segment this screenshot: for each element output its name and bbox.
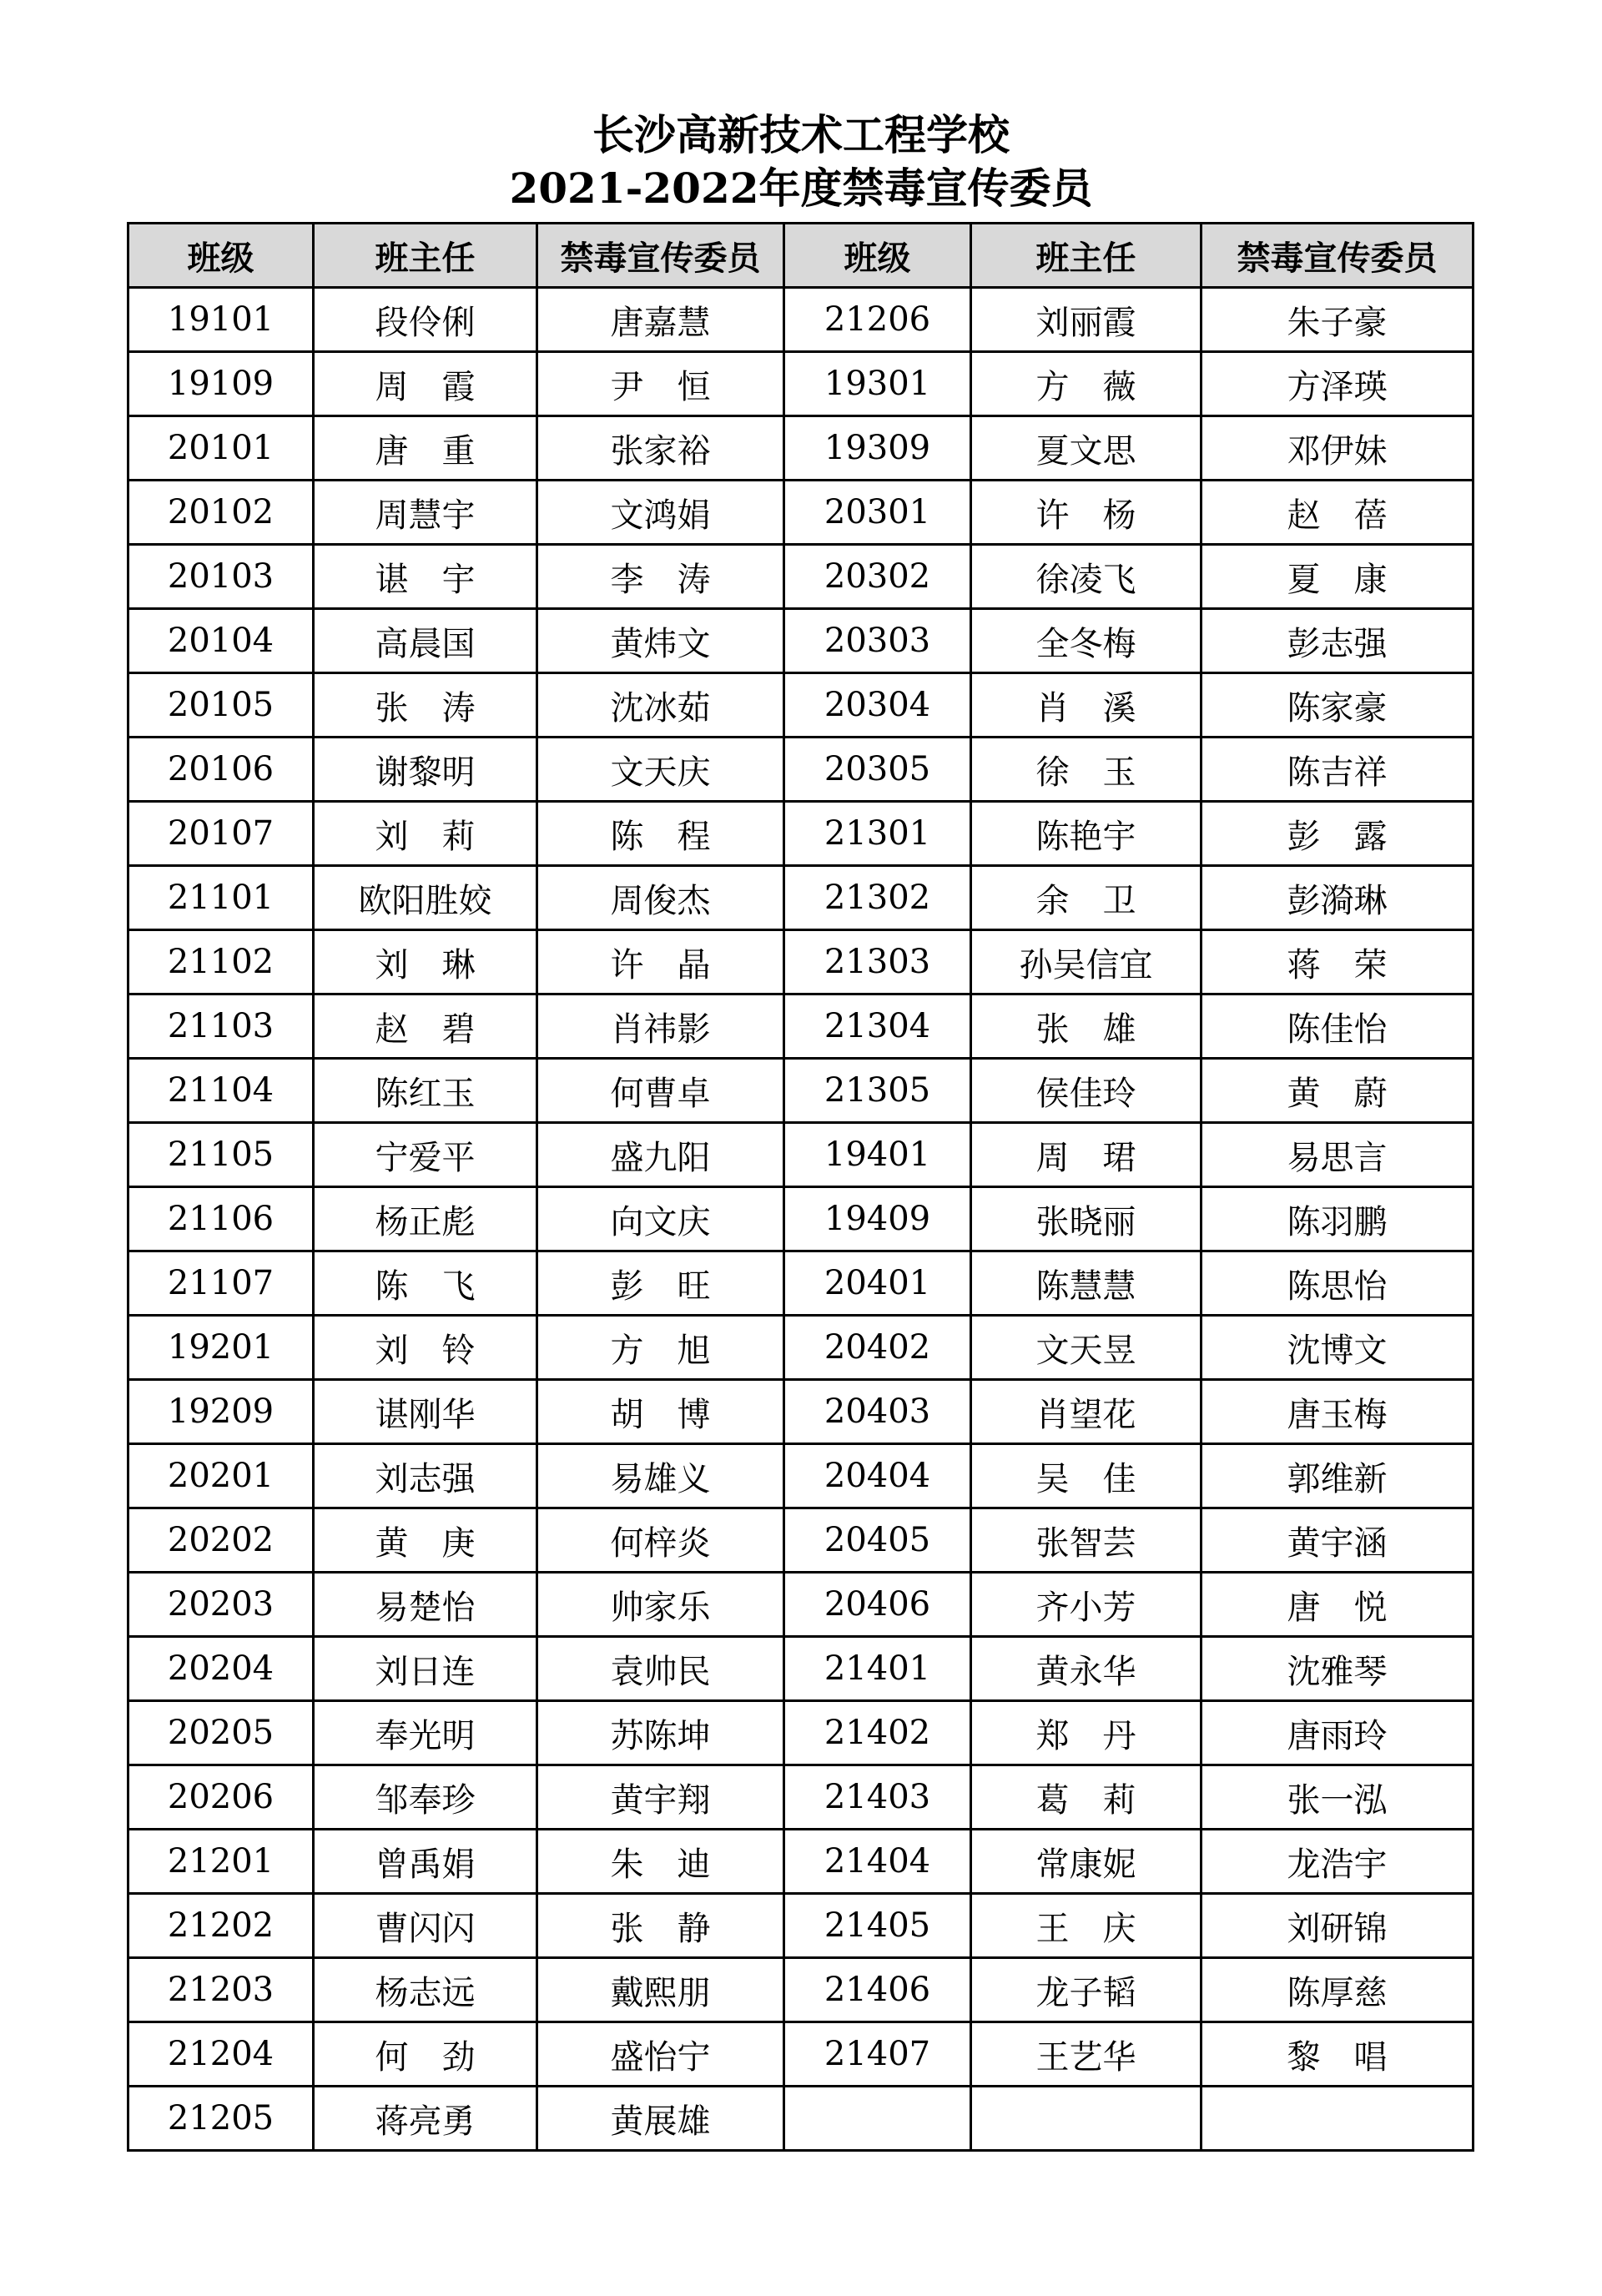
- class-cell: 21204: [128, 2022, 314, 2087]
- table-row: [128, 802, 1474, 866]
- table-row: [128, 545, 1474, 609]
- teacher-cell: 张 雄: [971, 994, 1202, 1059]
- teacher-cell: 陈慧慧: [971, 1251, 1202, 1316]
- class-cell: 19109: [128, 352, 314, 416]
- teacher-cell: 许 杨: [971, 481, 1202, 545]
- committee-cell: 陈 程: [537, 802, 784, 866]
- teacher-cell: 邹奉珍: [314, 1765, 537, 1830]
- table-row: [128, 738, 1474, 802]
- teacher-cell: 王艺华: [971, 2022, 1202, 2087]
- teacher-cell: 余 卫: [971, 866, 1202, 930]
- committee-cell: 盛怡宁: [537, 2022, 784, 2087]
- class-cell: 19201: [128, 1316, 314, 1380]
- class-cell: 20305: [784, 738, 971, 802]
- teacher-cell: 刘日连: [314, 1637, 537, 1701]
- teacher-cell: 欧阳胜姣: [314, 866, 537, 930]
- teacher-cell: 黄永华: [971, 1637, 1202, 1701]
- teacher-cell: 何 劲: [314, 2022, 537, 2087]
- teacher-cell: 谌 宇: [314, 545, 537, 609]
- committee-cell: 易雄义: [537, 1444, 784, 1508]
- committee-cell: 陈佳怡: [1202, 994, 1474, 1059]
- table-row: [128, 416, 1474, 481]
- class-cell: 21404: [784, 1830, 971, 1894]
- document-title: 长沙高新技术工程学校: [592, 110, 1010, 159]
- committee-cell: 黄 蔚: [1202, 1059, 1474, 1123]
- class-cell: 21304: [784, 994, 971, 1059]
- class-cell: 19209: [128, 1380, 314, 1444]
- class-cell: 19101: [128, 288, 314, 352]
- teacher-cell: 龙子韬: [971, 1958, 1202, 2022]
- committee-cell: 朱子豪: [1202, 288, 1474, 352]
- committee-cell: 陈思怡: [1202, 1251, 1474, 1316]
- teacher-cell: 曾禹娟: [314, 1830, 537, 1894]
- teacher-cell: 肖望花: [971, 1380, 1202, 1444]
- teacher-cell: 徐凌飞: [971, 545, 1202, 609]
- committee-cell: 彭志强: [1202, 609, 1474, 673]
- teacher-cell: 赵 碧: [314, 994, 537, 1059]
- committee-cell: 许 晶: [537, 930, 784, 994]
- teacher-cell: 谢黎明: [314, 738, 537, 802]
- committee-cell: 唐玉梅: [1202, 1380, 1474, 1444]
- table-row: [128, 481, 1474, 545]
- committee-cell: 肖祎影: [537, 994, 784, 1059]
- class-cell: 20301: [784, 481, 971, 545]
- table-row: [128, 1958, 1474, 2022]
- class-cell: 21303: [784, 930, 971, 994]
- teacher-cell: 刘 莉: [314, 802, 537, 866]
- teacher-cell: 唐 重: [314, 416, 537, 481]
- table-row: [128, 994, 1474, 1059]
- header-class: 班级: [128, 224, 314, 288]
- committee-cell: 向文庆: [537, 1187, 784, 1251]
- committee-cell: 唐嘉慧: [537, 288, 784, 352]
- committee-cell: 沈雅琴: [1202, 1637, 1474, 1701]
- class-cell: 21403: [784, 1765, 971, 1830]
- header-committee: 禁毒宣传委员: [537, 224, 784, 288]
- committee-cell: 郭维新: [1202, 1444, 1474, 1508]
- committee-cell: 黄展雄: [537, 2087, 784, 2151]
- committee-cell: 张家裕: [537, 416, 784, 481]
- class-cell: 21301: [784, 802, 971, 866]
- class-cell: 20204: [128, 1637, 314, 1701]
- class-cell: 20201: [128, 1444, 314, 1508]
- committee-cell: 黎 唱: [1202, 2022, 1474, 2087]
- header-teacher: 班主任: [971, 224, 1202, 288]
- teacher-cell: 葛 莉: [971, 1765, 1202, 1830]
- committee-cell: 蒋 荣: [1202, 930, 1474, 994]
- teacher-cell: 文天昱: [971, 1316, 1202, 1380]
- committee-cell: 张一泓: [1202, 1765, 1474, 1830]
- class-cell: 21106: [128, 1187, 314, 1251]
- class-cell: 21302: [784, 866, 971, 930]
- class-cell: 19309: [784, 416, 971, 481]
- class-cell: 20205: [128, 1701, 314, 1765]
- teacher-cell: 陈红玉: [314, 1059, 537, 1123]
- committee-cell: 易思言: [1202, 1123, 1474, 1187]
- committee-cell: 邓伊妹: [1202, 416, 1474, 481]
- table-row: [128, 2087, 1474, 2151]
- table-row: [128, 866, 1474, 930]
- teacher-cell: 孙吴信宜: [971, 930, 1202, 994]
- committee-cell: 彭 旺: [537, 1251, 784, 1316]
- teacher-cell: 郑 丹: [971, 1701, 1202, 1765]
- class-cell: 20106: [128, 738, 314, 802]
- class-cell: 20102: [128, 481, 314, 545]
- table-row: [128, 1187, 1474, 1251]
- table-row: [128, 1444, 1474, 1508]
- teacher-cell: 徐 玉: [971, 738, 1202, 802]
- committee-cell: 黄宇涵: [1202, 1508, 1474, 1573]
- teacher-cell: 侯佳玲: [971, 1059, 1202, 1123]
- header-committee: 禁毒宣传委员: [1202, 224, 1474, 288]
- class-cell: 20105: [128, 673, 314, 738]
- table-row: [128, 1637, 1474, 1701]
- teacher-cell: 常康妮: [971, 1830, 1202, 1894]
- teacher-cell: 奉光明: [314, 1701, 537, 1765]
- class-cell: 21107: [128, 1251, 314, 1316]
- class-cell: 21103: [128, 994, 314, 1059]
- committee-cell: 方 旭: [537, 1316, 784, 1380]
- committee-cell: 李 涛: [537, 545, 784, 609]
- committee-cell: 戴熙朋: [537, 1958, 784, 2022]
- committee-cell: 朱 迪: [537, 1830, 784, 1894]
- table-row: [128, 1508, 1474, 1573]
- class-cell: 20206: [128, 1765, 314, 1830]
- teacher-cell: 段伶俐: [314, 288, 537, 352]
- committee-cell: 彭 露: [1202, 802, 1474, 866]
- committee-cell: 赵 蓓: [1202, 481, 1474, 545]
- teacher-cell: 周慧宇: [314, 481, 537, 545]
- class-cell: 20104: [128, 609, 314, 673]
- committee-cell: 彭漪琳: [1202, 866, 1474, 930]
- committee-cell: 陈吉祥: [1202, 738, 1474, 802]
- committee-cell: 张 静: [537, 1894, 784, 1958]
- committee-cell: 沈冰茹: [537, 673, 784, 738]
- table-row: [128, 1765, 1474, 1830]
- teacher-cell: 方 薇: [971, 352, 1202, 416]
- class-cell: 20402: [784, 1316, 971, 1380]
- class-cell: 21206: [784, 288, 971, 352]
- document-subtitle: 2021-2022年度禁毒宣传委员: [509, 164, 1093, 213]
- class-cell: 20401: [784, 1251, 971, 1316]
- table-row: [128, 1830, 1474, 1894]
- table-header-row: [128, 224, 1474, 288]
- teacher-cell: 杨志远: [314, 1958, 537, 2022]
- class-cell: [784, 2087, 971, 2151]
- table-row: [128, 2022, 1474, 2087]
- class-cell: 20405: [784, 1508, 971, 1573]
- class-cell: 19409: [784, 1187, 971, 1251]
- teacher-cell: 刘丽霞: [971, 288, 1202, 352]
- teacher-cell: 刘志强: [314, 1444, 537, 1508]
- class-cell: 21102: [128, 930, 314, 994]
- teacher-cell: 杨正彪: [314, 1187, 537, 1251]
- table-row: [128, 1894, 1474, 1958]
- teacher-cell: 谌刚华: [314, 1380, 537, 1444]
- table-row: [128, 673, 1474, 738]
- table-row: [128, 1059, 1474, 1123]
- committee-cell: 陈厚慈: [1202, 1958, 1474, 2022]
- committee-cell: 黄宇翔: [537, 1765, 784, 1830]
- teacher-cell: 齐小芳: [971, 1573, 1202, 1637]
- class-cell: 20103: [128, 545, 314, 609]
- committee-cell: 唐雨玲: [1202, 1701, 1474, 1765]
- class-cell: 21201: [128, 1830, 314, 1894]
- class-cell: 20203: [128, 1573, 314, 1637]
- teacher-cell: 周 霞: [314, 352, 537, 416]
- teacher-cell: 陈 飞: [314, 1251, 537, 1316]
- teacher-cell: 肖 溪: [971, 673, 1202, 738]
- class-cell: 20406: [784, 1573, 971, 1637]
- teacher-cell: 周 珺: [971, 1123, 1202, 1187]
- class-cell: 21205: [128, 2087, 314, 2151]
- teacher-cell: 刘 铃: [314, 1316, 537, 1380]
- class-cell: 21203: [128, 1958, 314, 2022]
- committee-cell: [1202, 2087, 1474, 2151]
- teacher-cell: 高晨国: [314, 609, 537, 673]
- teacher-cell: 曹闪闪: [314, 1894, 537, 1958]
- teacher-cell: [971, 2087, 1202, 2151]
- teacher-cell: 张晓丽: [971, 1187, 1202, 1251]
- class-cell: 19301: [784, 352, 971, 416]
- table-row: [128, 352, 1474, 416]
- table-row: [128, 930, 1474, 994]
- table-row: [128, 1573, 1474, 1637]
- committee-cell: 龙浩宇: [1202, 1830, 1474, 1894]
- table-row: [128, 609, 1474, 673]
- committee-cell: 黄炜文: [537, 609, 784, 673]
- committee-cell: 尹 恒: [537, 352, 784, 416]
- class-cell: 20404: [784, 1444, 971, 1508]
- class-cell: 20302: [784, 545, 971, 609]
- committee-cell: 文天庆: [537, 738, 784, 802]
- table-row: [128, 1701, 1474, 1765]
- teacher-cell: 全冬梅: [971, 609, 1202, 673]
- teacher-cell: 陈艳宇: [971, 802, 1202, 866]
- committee-table: [127, 222, 1474, 2152]
- class-cell: 21405: [784, 1894, 971, 1958]
- committee-cell: 陈家豪: [1202, 673, 1474, 738]
- committee-cell: 帅家乐: [537, 1573, 784, 1637]
- class-cell: 21202: [128, 1894, 314, 1958]
- teacher-cell: 夏文思: [971, 416, 1202, 481]
- committee-cell: 何曹卓: [537, 1059, 784, 1123]
- teacher-cell: 王 庆: [971, 1894, 1202, 1958]
- table-row: [128, 1123, 1474, 1187]
- committee-cell: 苏陈坤: [537, 1701, 784, 1765]
- committee-cell: 袁帅民: [537, 1637, 784, 1701]
- class-cell: 21101: [128, 866, 314, 930]
- table-row: [128, 1380, 1474, 1444]
- teacher-cell: 黄 庚: [314, 1508, 537, 1573]
- class-cell: 20403: [784, 1380, 971, 1444]
- class-cell: 20303: [784, 609, 971, 673]
- header-teacher: 班主任: [314, 224, 537, 288]
- teacher-cell: 宁爱平: [314, 1123, 537, 1187]
- table-row: [128, 1316, 1474, 1380]
- committee-cell: 盛九阳: [537, 1123, 784, 1187]
- class-cell: 21406: [784, 1958, 971, 2022]
- teacher-cell: 刘 琳: [314, 930, 537, 994]
- class-cell: 21104: [128, 1059, 314, 1123]
- table-row: [128, 288, 1474, 352]
- class-cell: 21402: [784, 1701, 971, 1765]
- header-class: 班级: [784, 224, 971, 288]
- committee-cell: 陈羽鹏: [1202, 1187, 1474, 1251]
- class-cell: 20101: [128, 416, 314, 481]
- teacher-cell: 易楚怡: [314, 1573, 537, 1637]
- committee-cell: 胡 博: [537, 1380, 784, 1444]
- committee-cell: 文鸿娟: [537, 481, 784, 545]
- committee-cell: 沈博文: [1202, 1316, 1474, 1380]
- class-cell: 19401: [784, 1123, 971, 1187]
- class-cell: 20202: [128, 1508, 314, 1573]
- class-cell: 20107: [128, 802, 314, 866]
- class-cell: 21407: [784, 2022, 971, 2087]
- teacher-cell: 吴 佳: [971, 1444, 1202, 1508]
- class-cell: 21401: [784, 1637, 971, 1701]
- class-cell: 21305: [784, 1059, 971, 1123]
- teacher-cell: 蒋亮勇: [314, 2087, 537, 2151]
- committee-cell: 何梓炎: [537, 1508, 784, 1573]
- committee-cell: 夏 康: [1202, 545, 1474, 609]
- table-row: [128, 1251, 1474, 1316]
- committee-cell: 唐 悦: [1202, 1573, 1474, 1637]
- committee-cell: 周俊杰: [537, 866, 784, 930]
- committee-cell: 方泽瑛: [1202, 352, 1474, 416]
- teacher-cell: 张智芸: [971, 1508, 1202, 1573]
- class-cell: 20304: [784, 673, 971, 738]
- teacher-cell: 张 涛: [314, 673, 537, 738]
- committee-cell: 刘研锦: [1202, 1894, 1474, 1958]
- class-cell: 21105: [128, 1123, 314, 1187]
